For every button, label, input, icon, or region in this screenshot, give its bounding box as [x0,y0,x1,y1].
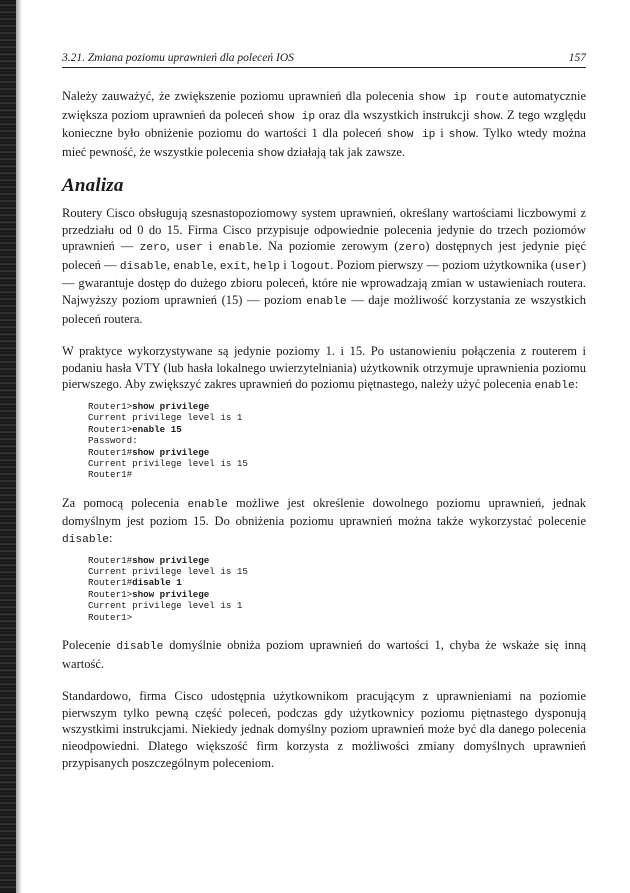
running-header [62,52,586,68]
inline-code: help [253,260,281,273]
inline-code: logout [290,260,331,273]
inline-code: show ip [267,110,316,123]
section-title: 3.21. Zmiana poziomu uprawnień dla poleceń IOS [62,52,294,64]
code-line: Router1#show privilege [88,446,210,458]
code-line: Password: [88,435,138,447]
inline-code: disable [116,640,164,653]
code-line: Current privilege level is 1 [88,600,243,612]
paragraph-practice: W praktyce wykorzystywane są jedynie poziomy 1. i 15. Po ustanowieniu połączenia z routerem i podaniu hasła VTY (lub hasła lokalnego uwierzytelniania) użytkownik otrzymuje uprawnienia poziomu pierwszego. Aby zwiększyć zakres uprawnień do poziomu piętnastego, należy użyć polecenia enable: [62,344,586,393]
code-line: Router1>show privilege [88,588,210,600]
code-line: Current privilege level is 15 [88,457,248,469]
inline-code: user [175,242,203,255]
code-block-enable [88,401,586,481]
inline-code: show [257,147,284,160]
scanned-binding-edge [0,0,16,893]
page-body [62,88,586,787]
inline-code: show ip route [418,92,509,104]
inline-code: disable [119,260,167,273]
code-block-disable [88,555,586,623]
code-line: Router1#show privilege [88,554,210,566]
inline-code: show ip [386,129,436,142]
inline-code: user [554,260,582,273]
page-number: 157 [568,52,586,64]
inline-code: zero [398,242,426,255]
inline-code: show [448,129,476,142]
inline-code: enable [218,242,259,255]
code-line: Router1>enable 15 [88,423,182,435]
inline-code: enable [534,380,575,393]
inline-code: zero [139,242,167,255]
code-line: Router1# [88,469,133,481]
paragraph-privilege-levels: Routery Cisco obsługują szesnastopoziomowy system uprawnień, określany wartościami liczbowymi z przedziału od 0 do 15. Firma Cisco przypisuje odpowiednie polecenia jedynie do trzech poziomów uprawnień — zero, user i enable. Na poziomie zerowym (zero) dostępnych jest jedynie pięć poleceń — disable, enable, exit, help i logout. Poziom pierwszy — poziom użytkownika (user) — gwarantuje dostęp do dużego zbioru poleceń, które nie wprowadzają zmian w ustawieniach routera. Najwyższy poziom uprawnień (15) — poziom enable — daje możliwość korzystania ze wszystkich poleceń routera. [62,205,587,326]
inline-code: disable [62,533,109,546]
intro-paragraph: Należy zauważyć, że zwiększenie poziomu uprawnień dla polecenia show ip route automatycznie zwiększa poziom uprawnień da poleceń show ip oraz dla wszystkich instrukcji show. Z tego względu konieczne było obniżenie poziomu do wartości 1 dla poleceń show ip i show. Tylko wtedy można mieć pewność, że wszystkie polecenia show działają tak jak zawsze. [62,89,587,160]
code-line: Router1> [88,611,133,623]
paragraph-default-levels: Standardowo, firma Cisco udostępnia użytkownikom pracującym z uprawnieniami na poziomie pierwszym tylko pewną część poleceń, podczas gdy użytkownicy poziomu piętnastego dysponują wszystkimi instrukcjami. Niekiedy jednak domyślny poziom uprawnień może być dla danego polecenia nieodpowiedni. Dlatego większość firm korzysta z możliwości zmiany domyślnych uprawnień przypisanych poszczególnym poleceniom. [62,689,586,770]
code-line: Router1>show privilege [88,400,210,412]
inline-code: enable [306,295,347,308]
inline-code: show [473,110,501,123]
code-line: Current privilege level is 1 [88,412,243,424]
inline-code: exit [219,260,247,273]
code-line: Current privilege level is 15 [88,565,248,577]
inline-code: enable [187,498,228,511]
paragraph-enable-disable: Za pomocą polecenia enable możliwe jest określenie dowolnego poziomu uprawnień, jednak domyślnym jest poziom 15. Do obniżenia poziomu uprawnień można także wykorzystać polecenie disable: [62,495,586,546]
inline-code: enable [173,260,214,273]
code-line: Router1#disable 1 [88,577,182,589]
paragraph-disable-default: Polecenie disable domyślnie obniża poziom uprawnień do wartości 1, chyba że wskaże się inną wartość. [62,637,586,671]
section-heading: Analiza [62,175,124,197]
